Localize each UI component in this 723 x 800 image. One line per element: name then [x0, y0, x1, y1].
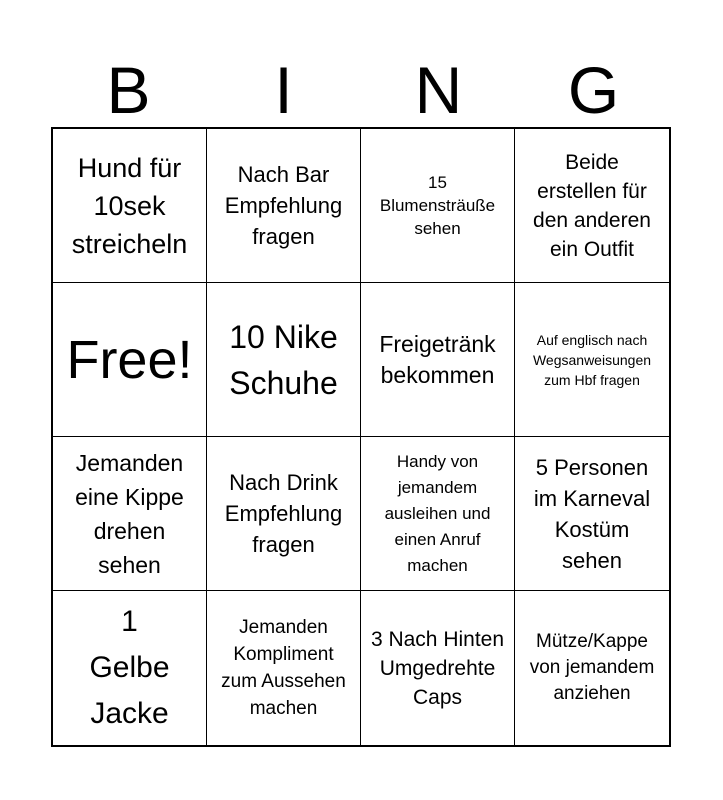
bingo-cell-text: Auf englisch nach Wegsanweisungen zum Hbf fragen [532, 331, 652, 388]
header-letter-n: N [414, 53, 463, 127]
header-letter-b: B [106, 53, 151, 127]
bingo-cell[interactable] [53, 591, 207, 745]
bingo-cell-text: Nach Bar Empfehlung fragen [224, 162, 343, 249]
bingo-cell[interactable] [515, 283, 669, 437]
bingo-cell-text: 1 Gelbe Jacke [89, 605, 170, 730]
bingo-cell[interactable] [361, 437, 515, 591]
bingo-cell-text: 3 Nach Hinten Umgedrehte Caps [370, 627, 505, 709]
header-letter-i: I [274, 53, 293, 127]
bingo-cell[interactable] [361, 283, 515, 437]
bingo-cell[interactable] [515, 437, 669, 591]
bingo-cell-text: 15 Blumensträuße sehen [379, 173, 496, 238]
bingo-cell[interactable] [53, 437, 207, 591]
bingo-cell-text: Jemanden Kompliment zum Aussehen machen [221, 617, 346, 719]
bingo-cell[interactable] [361, 129, 515, 283]
bingo-cell[interactable] [515, 129, 669, 283]
bingo-cell-text: Mütze/Kappe von jemandem anziehen [529, 631, 655, 704]
bingo-cell-text: 5 Personen im Karneval Kostüm sehen [533, 454, 651, 573]
bingo-cell-text: Hund für 10sek streicheln [71, 152, 188, 259]
bingo-cell[interactable] [515, 591, 669, 745]
bingo-cell[interactable] [207, 437, 361, 591]
bingo-cell-text: Nach Drink Empfehlung fragen [224, 470, 343, 557]
bingo-cell-text: Free! [66, 329, 193, 390]
header-letter-g: G [567, 53, 620, 127]
bingo-cell free-space[interactable] [53, 283, 207, 437]
bingo-cell-text: Jemanden eine Kippe drehen sehen [75, 449, 184, 578]
bingo-cell-text: Freigetränk bekommen [379, 330, 496, 388]
bingo-cell[interactable] [53, 129, 207, 283]
bingo-header [51, 52, 671, 128]
bingo-cell[interactable] [207, 283, 361, 437]
bingo-cell[interactable] [361, 591, 515, 745]
bingo-grid [51, 127, 671, 747]
bingo-cell-text: 10 Nike Schuhe [229, 318, 338, 401]
bingo-cell[interactable] [207, 591, 361, 745]
bingo-cell[interactable] [207, 129, 361, 283]
bingo-cell-text: Handy von jemandem ausleihen und einen Anruf machen [384, 451, 491, 575]
bingo-cell-text: Beide erstellen für den anderen ein Outfit [533, 150, 651, 261]
